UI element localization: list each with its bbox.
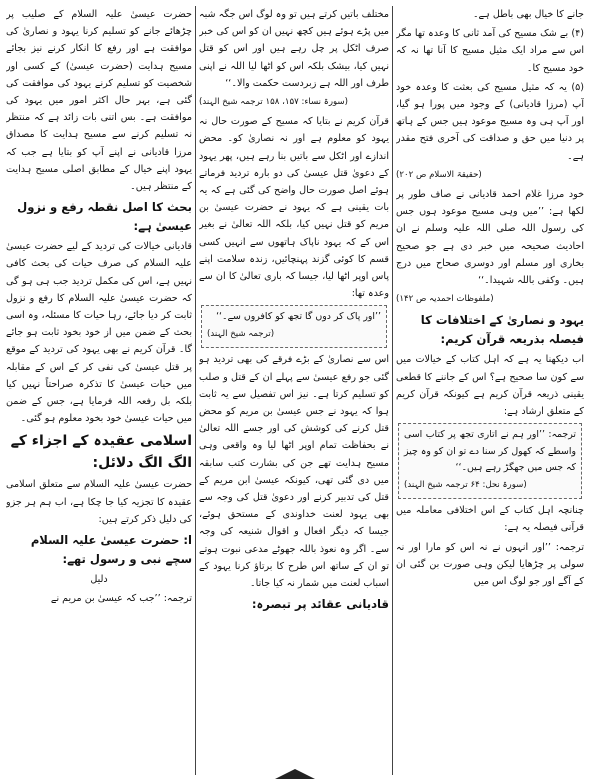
quote-text: ترجمہ: ’’اور ہم نے اتاری تجھ پر کتاب اسی واسطے کہ کھول کر سنا دے تو ان کو وہ چیز کہ جس میں جھگڑ رہے ہیں۔‘‘ (404, 429, 576, 474)
quote-box (398, 423, 582, 499)
paragraph: قرآن کریم نے بتایا کہ مسیح کے صورت حال نہ یہود کو معلوم ہے اور نہ نصاریٰ کو۔ محض اندازے اور اٹکل سے باتیں بنا رہے ہیں، پھر یہود کے دعویٰ قتل عیسیٰ کی دو بارہ تردید فرماتے ہوئے اصل صورت حال واضح کی گئی ہے کہ یہ بات یقینی ہے کہ یہود نے حضرت عیسیٰ بن مریم کو قتل نہیں کیا، بلکہ اللہ تعالیٰ نے بغیر اس کے کہ یہود ناپاک ہاتھوں سے انہیں کسی قسم کا کوئی گزند پہنچائیں، زندہ سلامت اپنے پاس اوپر اٹھا لیا، جیسا کہ باری تعالیٰ کا ان سے وعدہ تھا: (199, 116, 389, 300)
quote-citation: (سورۃ نحل: ۶۴ ترجمہ شیخ الہند) (404, 479, 527, 490)
paragraph: ترجمہ: ’’اور انہوں نے نہ اس کو مارا اور نہ سولی پر چڑھایا لیکن وہی صورت بن گئی ان کے آگے اور جو لوگ اس میں (396, 541, 584, 588)
section-heading: یہود و نصاریٰ کے اختلافات کا فیصلہ بذریعہ قرآن کریم: (420, 313, 584, 347)
label-dalil: دلیل (90, 574, 108, 586)
paragraph: اب دیکھنا یہ ہے کہ اہل کتاب کے خیالات میں سے کون سا صحیح ہے؟ اس کے جاننے کا قطعی یقینی ذریعہ قرآن کریم ہے کیونکہ قرآن کریم کے متعلق ارشاد ہے: (396, 354, 584, 418)
paragraph: ترجمہ: ’’جب کہ عیسیٰ بن مریم نے (50, 593, 192, 605)
middle-column (199, 6, 389, 777)
paragraph: (۴) بے شک مسیح کی آمد ثانی کا وعدہ تھا مگر اس سے مراد ایک مثیل مسیح کا آنا تھا نہ کہ خود مسیح کا۔ (396, 28, 584, 74)
quote-text: ’’اور پاک کر دوں گا تجھ کو کافروں سے۔‘‘ (216, 311, 381, 323)
citation: (سورۃ نساء: ۱۵۷، ۱۵۸ ترجمہ شیخ الہند) (199, 97, 348, 108)
section-heading: قادیانی عقائد پر تبصرہ: (251, 597, 389, 612)
sub-heading: ا: حضرت عیسیٰ علیہ السلام سچے نبی و رسول تھے: (30, 533, 192, 567)
left-column (6, 6, 192, 777)
section-heading: بحث کا اصل نقطہ رفع و نزول عیسیٰ ہے: (17, 200, 192, 234)
citation: (ملفوظات احمدیہ ص ۱۴۲) (396, 294, 494, 305)
paragraph: اس سے نصاریٰ کے بڑے فرقے کی بھی تردید ہو گئی جو رفع عیسیٰ سے پہلے ان کے قتل و صلب کو تسلیم کرتا ہے۔ نیز اس تفصیل سے یہ ثابت ہوا کہ یہود نے جس عیسیٰ بن مریم کو محض قتل کرنے کی کوشش کی اور جسے اللہ تعالیٰ نے بحفاظت تمام اوپر اٹھا لیا وہ واقعی وہی مسیح ہدایت تھے جن کی بشارت کتب سابقہ میں دی گئی تھی، کیونکہ عیسیٰ ابن مریم کے قتل کی تدبیر کرنے اور دعویٰ قتل کی وجہ سے بھی یہود لعنت خداوندی کے مستحق ہوئے، جیسا کہ دیگر افعال و اقوال شنیعہ کی وجہ سے۔ اگر وہ نعوذ باللہ جھوٹے مدعی نبوت ہوتے تو ان کے ساتھ اس طرح کا برتاؤ کرنا یہود کے اسباب لعنت میں شمار نہ کیا جاتا۔ (199, 354, 389, 590)
quote-box (201, 305, 387, 348)
right-column (396, 6, 584, 777)
paragraph: چنانچہ اہل کتاب کے اس اختلافی معاملہ میں قرآنی فیصلہ یہ ہے: (396, 505, 584, 534)
paragraph: خود مرزا غلام احمد قادیانی نے صاف طور پر لکھا ہے: ’’میں وہی مسیح موعود ہوں جس کی رسول اللہ صلی اللہ علیہ وسلم نے ان احادیث صحیحہ میں خبر دی ہے جو صحیح بخاری اور مسلم اور دوسری صحاح میں درج ہیں۔ وکفی باللہ شہیدا۔‘‘ (396, 189, 584, 287)
section-heading: اسلامی عقیدہ کے اجزاء کے الگ الگ دلائل: (10, 433, 192, 472)
paragraph: (۵) یہ کہ مثیل مسیح کی بعثت کا وعدہ خود آپ (مرزا قادیانی) کے وجود میں پورا ہو گیا، اور آپ ہی وہ مسیح موعود ہیں جس کے ہاتھ پر دنیا میں حق و صداقت کی آخری فتح مقدر ہے۔ (396, 81, 584, 162)
paragraph: حضرت عیسیٰ علیہ السلام سے متعلق اسلامی عقیدہ کا تجزیہ کیا جا چکا ہے، اب ہم ہر جزو کی دلیل ذکر کرتے ہیں: (6, 479, 192, 525)
column-divider (392, 6, 393, 775)
paragraph: حضرت عیسیٰ علیہ السلام کے صلیب پر چڑھائے جانے کو تسلیم کرنا یہود و نصاریٰ کی موافقت ہے اور رفع کا انکار کرنے نیز بجائے مسیح ہدایت (حضرت عیسیٰ) کے کسی اور شخصیت کو تسلیم کرنے یہود کی موافقت کی گئی ہے، بہر حال اکثر امور میں یہود کی موافقت ہے۔ بس اتنی بات زائد ہے کہ منتظر نہ تسلیم کرنے سے مسیح ہدایت کا مصداق مرزا قادیانی نے اپنے آپ کو بتایا ہے جب کہ یہود اپنے خیال کے مطابق اصلی مسیح ہدایت کے منتظر ہیں۔ (6, 9, 192, 193)
paragraph: قادیانی خیالات کی تردید کے لیے حضرت عیسیٰ علیہ السلام کی صرف حیات کی بحث کافی نہیں ہے، اس کی مکمل تردید جب ہی ہو گی کہ حضرت عیسیٰ علیہ السلام کا رفع و نزول ثابت کر دیا جائے، رہا حیات کا مسئلہ، وہ اسی بحث کے ضمن میں از خود بخود ثابت ہو جائے گا۔ قرآن کریم نے بھی یہود کی تردید کے موقع پر قتل عیسیٰ کی نفی کر کے اس کے مقابلہ میں حیات عیسیٰ کا تذکرہ صراحتاً نہیں کیا بلکہ بل رفعہ اللہ فرمایا ہے، جس کے ضمن میں حیات عیسیٰ خود بخود معلوم ہو گئی۔ (6, 241, 192, 425)
column-divider (195, 6, 196, 775)
page-ornament-icon (273, 767, 317, 781)
citation: (حقیقۃ الاسلام ص ۲۰۲) (396, 169, 482, 180)
paragraph: مختلف باتیں کرتے ہیں تو وہ لوگ اس جگہ شبہ میں پڑے ہوئے ہیں کچھ نہیں ان کو اس کی خبر صرف اٹکل پر چل رہے ہیں اور اس کو قتل نہیں کیا، بیشک بلکہ اس کو اٹھا لیا اللہ نے اپنی طرف اور اللہ ہے زبردست حکمت والا۔‘‘ (199, 9, 389, 89)
paragraph: جانے کا خیال بھی باطل ہے۔ (472, 9, 584, 20)
quote-citation: (ترجمہ شیخ الہند) (207, 328, 275, 339)
